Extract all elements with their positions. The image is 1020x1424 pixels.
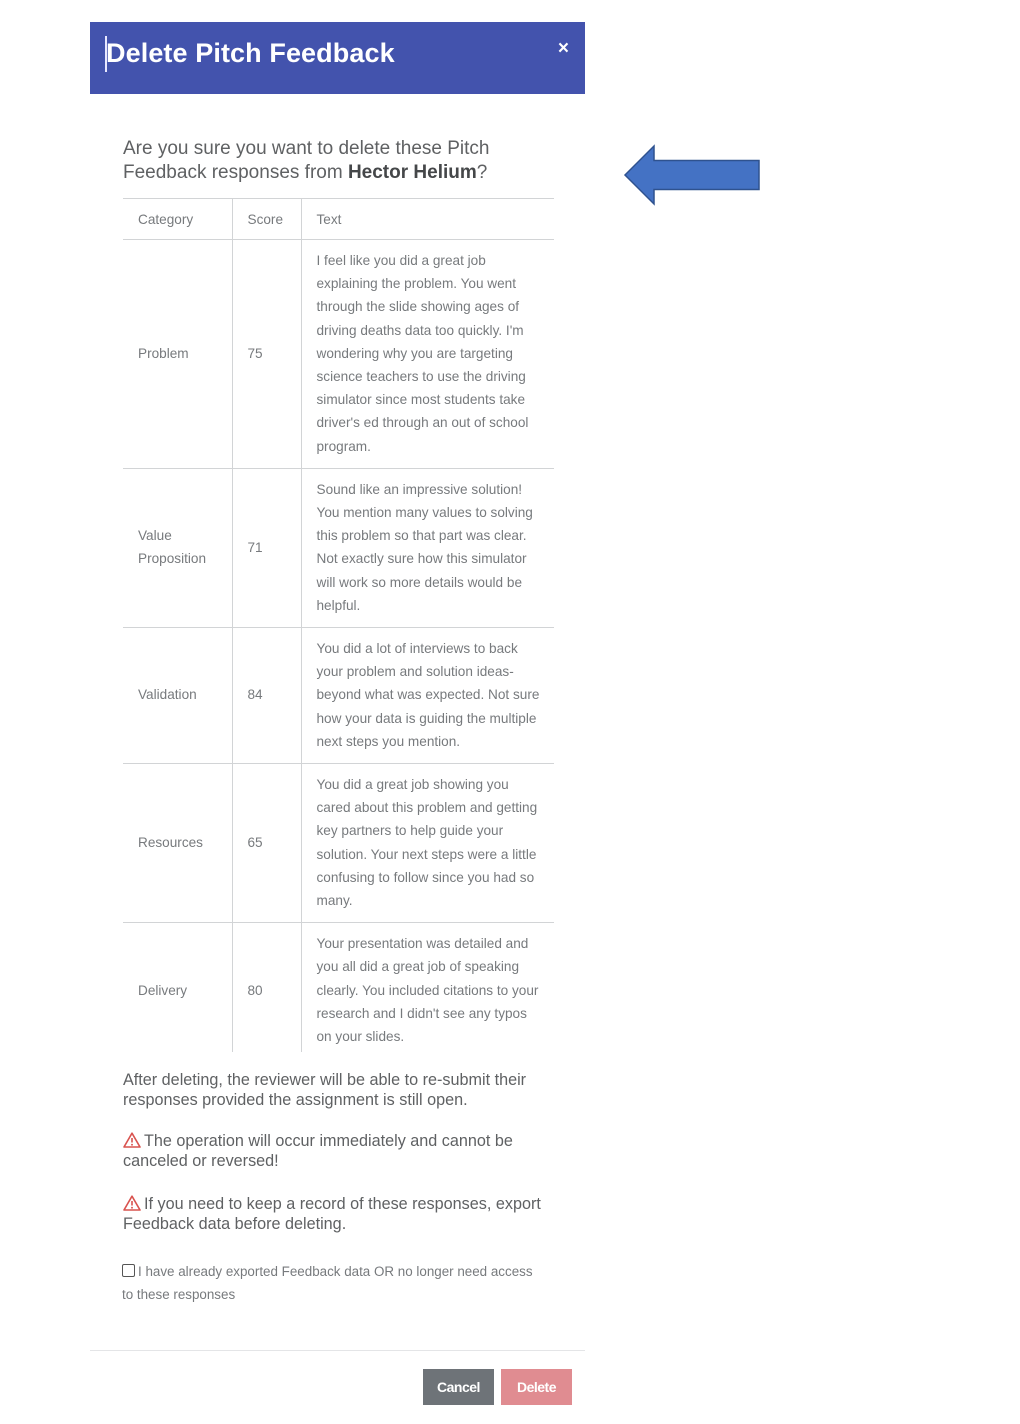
cancel-button[interactable]: Cancel [423,1369,494,1405]
warning-immediate [123,1131,563,1171]
cell-category: Problem [123,240,232,469]
table-row [123,468,554,627]
delete-feedback-modal [90,22,585,1412]
feedback-table [123,198,554,1052]
question-prefix: Are you sure you want to delete these Pitch Feedback responses from [123,138,490,183]
confirm-export-label[interactable]: I have already exported Feedback data OR no longer need access to these responses [122,1264,533,1302]
cell-category: Resources [123,764,232,923]
modal-header [90,22,585,94]
table-row [123,240,554,469]
confirm-question [123,137,553,185]
question-suffix: ? [476,162,488,183]
warning-export [123,1194,563,1234]
footer-divider [90,1350,585,1351]
modal-title: Delete Pitch Feedback [106,38,395,68]
column-header-text: Text [301,199,554,240]
cell-text: Your presentation was detailed and you all did a great job of speaking clearly. You included citations to your research and I didn't see any typos on your slides. [316,936,539,1045]
cell-category: Value Proposition [123,468,232,627]
table-header-row [123,199,554,240]
warning-export-text: If you need to keep a record of these responses, export Feedback data before deleting. [123,1195,541,1233]
confirm-export-checkbox[interactable] [122,1264,135,1277]
reviewer-name: Hector Helium [347,162,477,183]
left-arrow-icon [623,144,763,206]
close-icon[interactable]: × [557,38,569,59]
cell-text: I feel like you did a great job explaining the problem. You went through the slide showing ages of driving deaths data too quickly. I'm wondering why you are targeting science teachers to use the driving simulator since most students take driver's ed through an out of school program. [301,240,554,469]
column-header-category: Category [123,199,232,240]
table-row [123,628,554,764]
warning-triangle-icon [123,1132,141,1148]
cell-score: 80 [232,923,301,1053]
cell-text: Sound like an impressive solution! You mention many values to solving this problem so that part was clear. Not exactly sure how this simulator will work so more details would be helpful. [301,468,554,627]
cell-score: 84 [232,628,301,764]
column-header-score: Score [232,199,301,240]
table-row [123,923,554,1053]
after-delete-note: After deleting, the reviewer will be able to re-submit their responses provided the assignment is still open. [123,1071,527,1109]
delete-button[interactable]: Delete [501,1369,572,1405]
warning-immediate-text: The operation will occur immediately and cannot be canceled or reversed! [123,1132,513,1170]
cell-text: You did a great job showing you cared about this problem and getting key partners to help guide your solution. Your next steps were a little confusing to follow since you had so many. [301,764,554,923]
cell-category: Delivery [138,982,188,998]
cell-score: 75 [232,240,301,469]
cell-score: 71 [232,468,301,627]
cell-score: 65 [232,764,301,923]
cell-text: You did a lot of interviews to back your problem and solution ideas- beyond what was expected. Not sure how your data is guiding the multiple next steps you mention. [301,628,554,764]
confirm-export-row [122,1260,542,1306]
cell-category: Validation [123,628,232,764]
table-row [123,764,554,923]
warning-triangle-icon [123,1195,141,1211]
